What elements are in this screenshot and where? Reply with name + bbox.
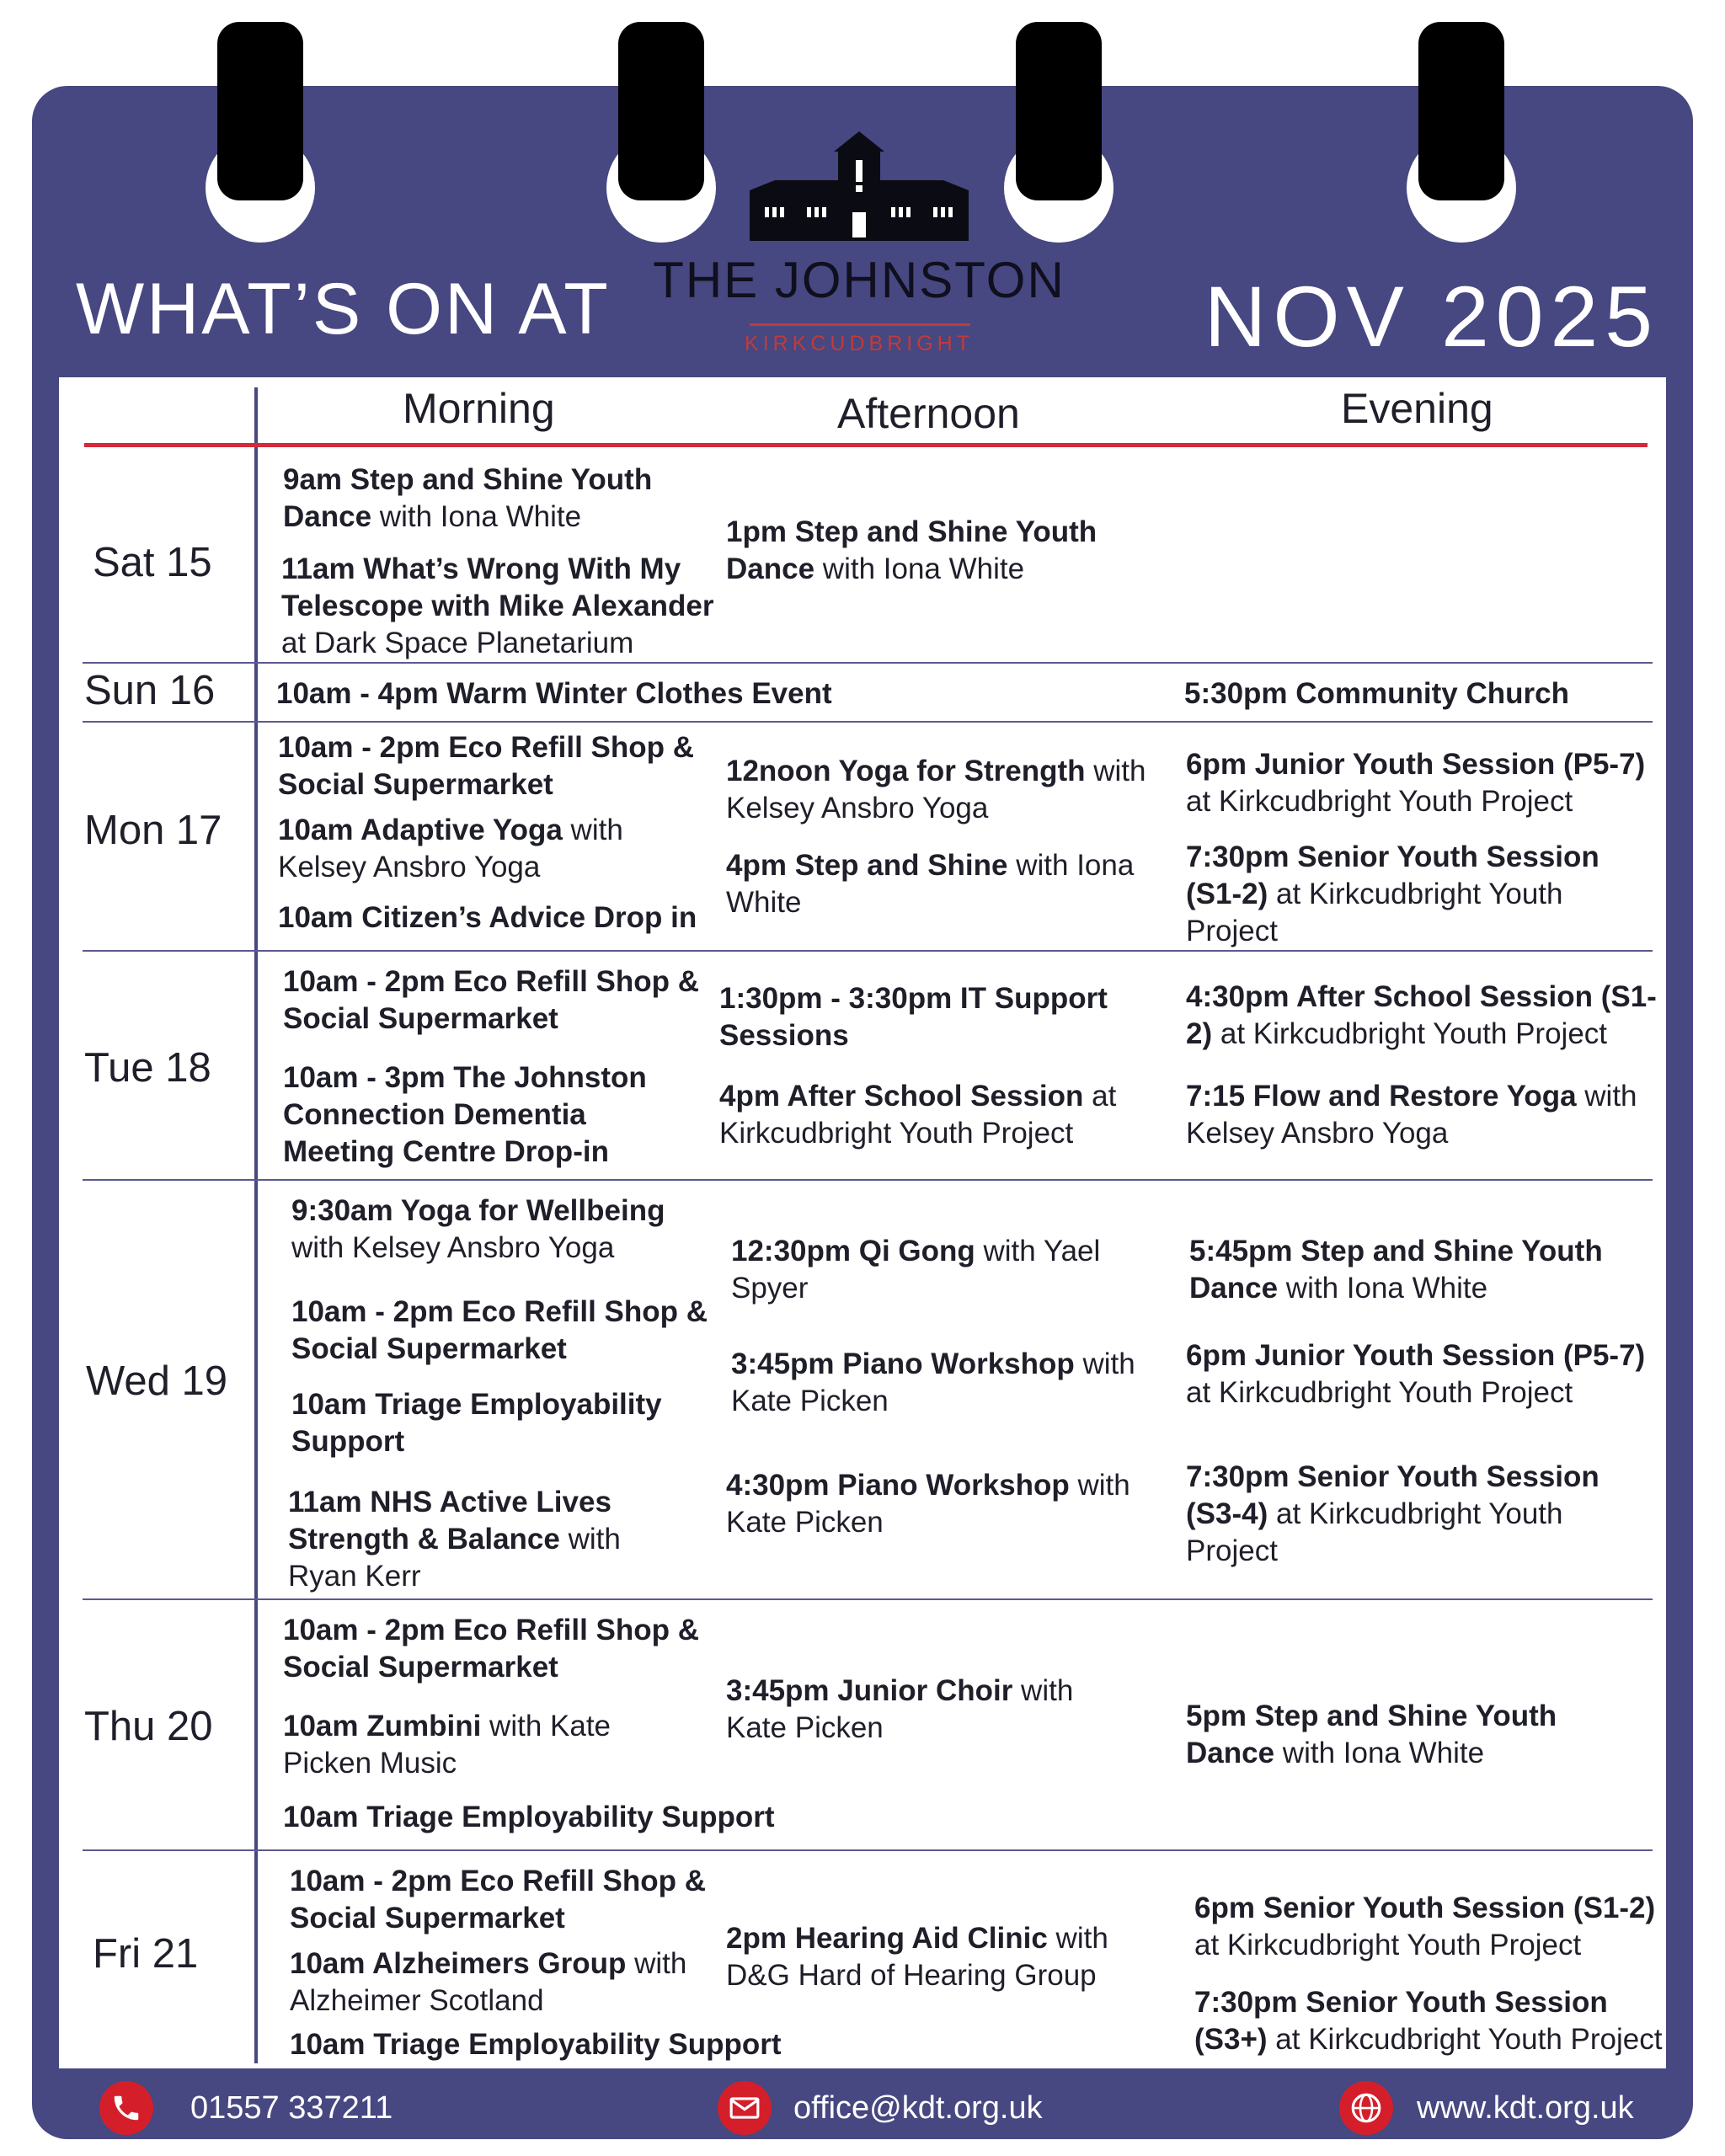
event-item: 7:15 Flow and Restore Yoga with Kelsey Ansbro Yoga (1186, 1080, 1637, 1150)
event-item: 4:30pm After School Session (S1-2) at Kirkcudbright Youth Project (1186, 980, 1657, 1050)
logo-subtitle: KIRKCUDBRIGHT (745, 332, 974, 355)
event-item: 3:45pm Piano Workshop with Kate Picken (731, 1348, 1135, 1417)
row-divider (83, 662, 1653, 664)
event-item: 4pm Step and Shine with Iona White (726, 849, 1135, 919)
event-item: 10am - 2pm Eco Refill Shop & Social Supermarket (278, 731, 694, 801)
row-divider (83, 1598, 1653, 1600)
event-item: 10am Zumbini with Kate Picken Music (283, 1710, 611, 1780)
column-header-afternoon: Afternoon (837, 390, 1020, 437)
month-title: NOV 2025 (1204, 269, 1659, 365)
email-icon (718, 2081, 772, 2135)
website-url: www.kdt.org.uk (1417, 2089, 1634, 2126)
row-divider (83, 950, 1653, 952)
phone-icon (99, 2081, 153, 2135)
footer-website[interactable] (1339, 2079, 1634, 2137)
day-label: Wed 19 (86, 1358, 227, 1404)
event-item: 5pm Step and Shine Youth Dance with Iona White (1186, 1700, 1557, 1769)
footer-phone[interactable] (99, 2079, 393, 2137)
row-divider (83, 1179, 1653, 1181)
day-column-divider (254, 387, 258, 2063)
logo-name: THE JOHNSTON (653, 252, 1065, 308)
phone-number: 01557 337211 (190, 2089, 393, 2126)
event-item: 10am - 2pm Eco Refill Shop & Social Supermarket (291, 1295, 708, 1365)
day-label: Sun 16 (84, 668, 216, 713)
event-item: 10am Triage Employability Support (290, 2028, 782, 2061)
event-item: 5:30pm Community Church (1184, 677, 1569, 710)
row-divider (83, 721, 1653, 723)
event-item: 9am Step and Shine Youth Dance with Iona White (283, 463, 653, 533)
event-item: 3:45pm Junior Choir with Kate Picken (726, 1674, 1074, 1744)
logo-divider (750, 323, 970, 326)
event-item: 6pm Junior Youth Session (P5-7) at Kirkcudbright Youth Project (1186, 1339, 1646, 1409)
event-item: 10am - 2pm Eco Refill Shop & Social Supermarket (283, 965, 699, 1035)
binder-ring (217, 22, 303, 200)
event-item: 6pm Junior Youth Session (P5-7) at Kirkcudbright Youth Project (1186, 748, 1646, 818)
footer-email[interactable] (718, 2079, 1043, 2137)
event-item: 10am Alzheimers Group with Alzheimer Scotland (290, 1947, 687, 2017)
event-item: 10am Triage Employability Support (283, 1801, 775, 1833)
day-label: Mon 17 (84, 808, 222, 853)
day-label: Fri 21 (93, 1931, 199, 1977)
event-item: 10am Triage Employability Support (291, 1388, 662, 1458)
header-rule (84, 443, 1648, 447)
row-divider (83, 1849, 1653, 1851)
event-item: 11am NHS Active Lives Strength & Balance with Ryan Kerr (288, 1486, 621, 1593)
binder-ring (1418, 22, 1504, 200)
event-item: 1:30pm - 3:30pm IT Support Sessions (719, 982, 1108, 1052)
email-address: office@kdt.org.uk (793, 2089, 1043, 2126)
event-item: 10am Adaptive Yoga with Kelsey Ansbro Yoga (278, 814, 623, 883)
page-title: WHAT’S ON AT (76, 269, 611, 350)
event-item: 10am - 4pm Warm Winter Clothes Event (276, 677, 832, 710)
event-item: 7:30pm Senior Youth Session (S1-2) at Kirkcudbright Youth Project (1186, 841, 1599, 947)
event-item: 7:30pm Senior Youth Session (S3+) at Kirkcudbright Youth Project (1194, 1986, 1663, 2056)
event-item: 11am What’s Wrong With My Telescope with Mike Alexander at Dark Space Planetarium (281, 552, 714, 659)
event-item: 10am - 3pm The Johnston Connection Dementia Meeting Centre Drop-in (283, 1061, 647, 1168)
event-item: 6pm Senior Youth Session (S1-2) at Kirkcudbright Youth Project (1194, 1892, 1656, 1961)
event-item: 9:30am Yoga for Wellbeing with Kelsey Ansbro Yoga (291, 1194, 665, 1264)
globe-icon (1339, 2081, 1393, 2135)
event-item: 12noon Yoga for Strength with Kelsey Ansbro Yoga (726, 755, 1146, 825)
johnston-logo (640, 131, 1078, 359)
event-item: 12:30pm Qi Gong with Yael Spyer (731, 1235, 1101, 1305)
event-item: 4:30pm Piano Workshop with Kate Picken (726, 1469, 1130, 1539)
event-item: 1pm Step and Shine Youth Dance with Iona White (726, 515, 1097, 585)
day-label: Sat 15 (93, 540, 212, 585)
building-icon (750, 131, 969, 241)
event-item: 10am - 2pm Eco Refill Shop & Social Supermarket (290, 1865, 706, 1935)
event-item: 7:30pm Senior Youth Session (S3-4) at Kirkcudbright Youth Project (1186, 1460, 1599, 1567)
day-label: Thu 20 (84, 1704, 213, 1749)
column-header-morning: Morning (403, 385, 555, 432)
event-item: 4pm After School Session at Kirkcudbright Youth Project (719, 1080, 1117, 1150)
column-header-evening: Evening (1341, 385, 1493, 432)
event-item: 10am Citizen’s Advice Drop in (278, 901, 697, 934)
event-item: 2pm Hearing Aid Clinic with D&G Hard of Hearing Group (726, 1922, 1108, 1992)
day-label: Tue 18 (84, 1045, 211, 1091)
event-item: 10am - 2pm Eco Refill Shop & Social Supermarket (283, 1614, 699, 1684)
event-item: 5:45pm Step and Shine Youth Dance with Iona White (1189, 1235, 1603, 1305)
